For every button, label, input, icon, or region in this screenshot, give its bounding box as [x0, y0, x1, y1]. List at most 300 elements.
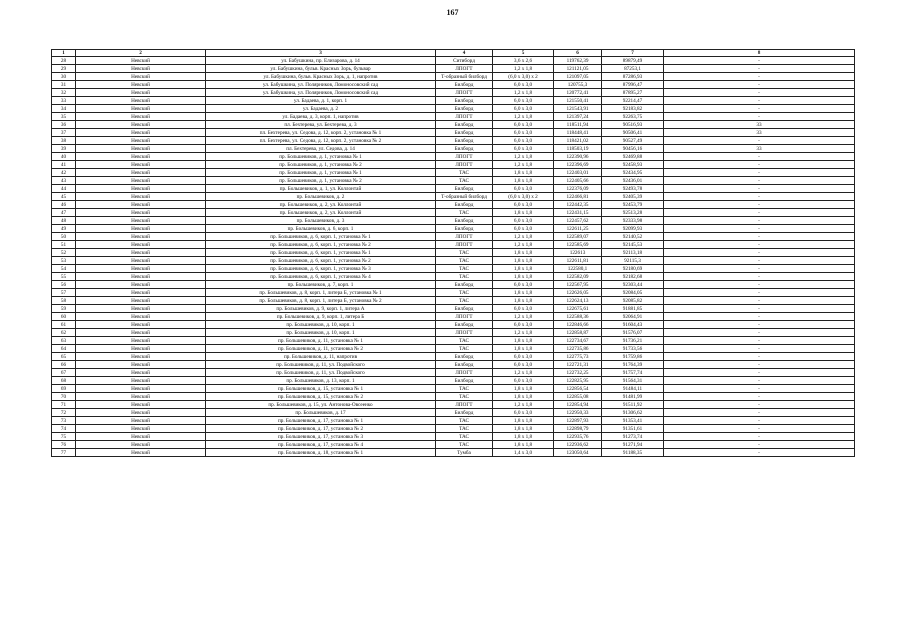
table-cell: 49 — [52, 225, 76, 233]
table-cell: Невский — [76, 113, 206, 121]
table-cell: 90456,16 — [602, 145, 664, 153]
table-cell: 1,8 х 1,8 — [493, 169, 554, 177]
table-cell: 6,0 х 3,0 — [493, 81, 554, 89]
table-cell: пр. Большевиков, д. 15, ул. Антонова-Овсеенко — [206, 401, 436, 409]
table-cell: - — [664, 169, 855, 177]
table-cell: - — [664, 289, 855, 297]
table-row — [52, 273, 855, 281]
table-cell: ТАС — [436, 345, 493, 353]
table-cell: 121543,91 — [554, 105, 602, 113]
table-cell: 92183,82 — [602, 105, 664, 113]
table-cell: 57 — [52, 289, 76, 297]
table-cell: пр. Большевиков, д. 17, установка № 2 — [206, 425, 436, 433]
table-cell: Невский — [76, 81, 206, 89]
table-row — [52, 265, 855, 273]
table-cell: 1,2 х 1,8 — [493, 401, 554, 409]
table-cell: пр. Большевиков, д. 2 — [206, 193, 436, 201]
table-cell: 91273,74 — [602, 433, 664, 441]
table-cell: ТАС — [436, 393, 493, 401]
table-cell: Невский — [76, 377, 206, 385]
table-cell: пл. Бехтерева, ул. Седова, д. 14 — [206, 145, 436, 153]
table-cell: 38 — [52, 137, 76, 145]
table-cell: 122936,62 — [554, 441, 602, 449]
table-cell: пр. Большевиков, д. 10, корп. 1 — [206, 321, 436, 329]
table-cell: - — [664, 273, 855, 281]
table-cell: пр. Большевиков, д. 1, установка № 2 — [206, 177, 436, 185]
table-cell: - — [664, 201, 855, 209]
table-cell: 68 — [52, 377, 76, 385]
table-cell: пр. Большевиков, д. 3 — [206, 217, 436, 225]
table-cell: 47 — [52, 209, 76, 217]
table-row — [52, 145, 855, 153]
table-row — [52, 401, 855, 409]
table-cell: ул. Бадаева, д. 1, корп. 1 — [206, 97, 436, 105]
data-table — [51, 49, 855, 457]
table-cell: Невский — [76, 305, 206, 313]
table-cell: 6,0 х 3,0 — [493, 137, 554, 145]
table-row — [52, 121, 855, 129]
table-cell: 122390,96 — [554, 153, 602, 161]
table-cell: - — [664, 81, 855, 89]
table-cell: ул. Бабушкина, ул. Полярников, Ломоносовский сад — [206, 89, 436, 97]
table-cell: 92458,93 — [602, 161, 664, 169]
table-cell: 1,8 х 1,8 — [493, 177, 554, 185]
table-cell: Т-образный билборд — [436, 193, 493, 201]
table-cell: 65 — [52, 353, 76, 361]
table-cell: Невский — [76, 97, 206, 105]
table-cell: Невский — [76, 209, 206, 217]
table-cell: 122854,94 — [554, 401, 602, 409]
table-cell: - — [664, 177, 855, 185]
table-cell: 122858,87 — [554, 329, 602, 337]
table-cell: 122588,36 — [554, 313, 602, 321]
table-cell: 87895,27 — [602, 89, 664, 97]
table-cell: 90527,49 — [602, 137, 664, 145]
table-cell: ТАС — [436, 417, 493, 425]
table-cell: 91881,85 — [602, 305, 664, 313]
table-cell: 1,8 х 1,8 — [493, 337, 554, 345]
table-cell: 118503,19 — [554, 145, 602, 153]
table-cell: ЛПОГТ — [436, 313, 493, 321]
table-cell: ТАС — [436, 257, 493, 265]
table-cell: Невский — [76, 193, 206, 201]
table-cell: 33 — [52, 97, 76, 105]
table-cell: 51 — [52, 241, 76, 249]
table-cell: 91188,35 — [602, 449, 664, 457]
table-row — [52, 353, 855, 361]
table-cell: 92064,91 — [602, 313, 664, 321]
table-cell: пр. Большевиков, д. 1, установка № 1 — [206, 169, 436, 177]
table-cell: 122611,81 — [554, 257, 602, 265]
table-cell: 92436,01 — [602, 177, 664, 185]
table-cell: пр. Большевиков, д. 6, корп. 1, установка № 1 — [206, 233, 436, 241]
table-cell: 66 — [52, 361, 76, 369]
table-cell: 39 — [52, 145, 76, 153]
table-cell: 122466,81 — [554, 193, 602, 201]
table-cell: Невский — [76, 313, 206, 321]
table-cell: 121397,24 — [554, 113, 602, 121]
table-cell: 118448,41 — [554, 129, 602, 137]
table-cell: Билборд — [436, 225, 493, 233]
table-cell: 75 — [52, 433, 76, 441]
page-number: 167 — [446, 8, 459, 17]
table-cell: 1,2 х 1,8 — [493, 241, 554, 249]
table-row — [52, 409, 855, 417]
table-row — [52, 249, 855, 257]
table-cell: - — [664, 233, 855, 241]
table-cell: пр. Большевиков, д. 1, ул. Коллонтай — [206, 185, 436, 193]
table-cell: Невский — [76, 273, 206, 281]
table-cell: 72 — [52, 409, 76, 417]
table-row — [52, 177, 855, 185]
table-cell: пр. Большевиков, д. 6, корп. 1 — [206, 225, 436, 233]
table-row — [52, 97, 855, 105]
table-cell: - — [664, 361, 855, 369]
table-cell: Невский — [76, 281, 206, 289]
table-cell: Невский — [76, 185, 206, 193]
table-cell: 122855,08 — [554, 393, 602, 401]
table-cell: 122567,95 — [554, 281, 602, 289]
table-cell: 91353,41 — [602, 417, 664, 425]
table-cell: 120772,41 — [554, 89, 602, 97]
table-cell: 1,8 х 1,8 — [493, 433, 554, 441]
table-cell: 120755,3 — [554, 81, 602, 89]
table-cell: 6,0 х 3,0 — [493, 185, 554, 193]
table-cell: 122734,67 — [554, 337, 602, 345]
table-cell: ТАС — [436, 425, 493, 433]
table-cell: 121550,41 — [554, 97, 602, 105]
table-cell: - — [664, 393, 855, 401]
table-cell: 33 — [664, 121, 855, 129]
table-cell: пр. Большевиков, д. 6, корп. 1, установка № 3 — [206, 265, 436, 273]
table-cell: Невский — [76, 121, 206, 129]
table-cell: пр. Большевиков, д. 13, корп. 1 — [206, 377, 436, 385]
table-cell: 56 — [52, 281, 76, 289]
table-cell: 1,2 х 1,8 — [493, 113, 554, 121]
table-cell: 1,2 х 1,8 — [493, 233, 554, 241]
table-row — [52, 201, 855, 209]
table-cell: 1,2 х 1,8 — [493, 153, 554, 161]
table-cell: ЛПОГТ — [436, 241, 493, 249]
table-cell: ЛПОГТ — [436, 65, 493, 73]
table-cell: ЛПОГТ — [436, 161, 493, 169]
table-cell: ул. Бадаева, д. 3, корп. 1, напротив — [206, 113, 436, 121]
table-row — [52, 433, 855, 441]
table-cell: - — [664, 433, 855, 441]
table-cell: 92303,44 — [602, 281, 664, 289]
table-cell: 1,8 х 1,8 — [493, 425, 554, 433]
table-cell: 1,2 х 1,8 — [493, 65, 554, 73]
table-cell: 92434,95 — [602, 169, 664, 177]
table-row — [52, 329, 855, 337]
table-cell: ул. Бабушкина, бульв. Красных Зорь, бульвар — [206, 65, 436, 73]
table-cell: 122431,15 — [554, 209, 602, 217]
table-cell: 41 — [52, 161, 76, 169]
table-cell: пр. Большевиков, д. 11, установка № 1 — [206, 337, 436, 345]
table-cell: пр. Большевиков, д. 10, корп. 1 — [206, 329, 436, 337]
table-cell: 63 — [52, 337, 76, 345]
table-cell: пр. Большевиков, д. 15, установка № 2 — [206, 393, 436, 401]
table-cell: пр. Большевиков, д. 8, корп. 1, литера Б, установка № 2 — [206, 297, 436, 305]
table-cell: Билборд — [436, 361, 493, 369]
table-row — [52, 449, 855, 457]
table-cell: 46 — [52, 201, 76, 209]
table-cell: ЛПОГТ — [436, 329, 493, 337]
table-cell: Невский — [76, 73, 206, 81]
table-cell: пр. Большевиков, д. 6, корп. 1, установка № 4 — [206, 273, 436, 281]
table-cell: - — [664, 257, 855, 265]
table-cell: - — [664, 217, 855, 225]
table-cell: Билборд — [436, 105, 493, 113]
table-cell: Невский — [76, 297, 206, 305]
table-cell: 92263,75 — [602, 113, 664, 121]
table-cell: 70 — [52, 393, 76, 401]
table-cell: 67 — [52, 369, 76, 377]
table-cell: пр. Большевиков, д. 11, установка № 2 — [206, 345, 436, 353]
table-cell: 58 — [52, 297, 76, 305]
table-cell: 122611,25 — [554, 225, 602, 233]
table-cell: 32 — [52, 89, 76, 97]
table-cell: Невский — [76, 161, 206, 169]
table-cell: 92333,98 — [602, 217, 664, 225]
table-cell: 1,8 х 1,8 — [493, 345, 554, 353]
table-cell: 89879,49 — [602, 57, 664, 65]
table-cell: - — [664, 65, 855, 73]
table-row — [52, 297, 855, 305]
table-cell: 29 — [52, 65, 76, 73]
table-cell: 6,0 х 3,0 — [493, 145, 554, 153]
table-cell: 121121,05 — [554, 65, 602, 73]
table-cell: 122935,76 — [554, 433, 602, 441]
table-cell: ЛПОГТ — [436, 89, 493, 97]
table-cell: Билборд — [436, 217, 493, 225]
table-cell: - — [664, 161, 855, 169]
table-cell: - — [664, 89, 855, 97]
table-cell: 122775,73 — [554, 353, 602, 361]
table-cell: Билборд — [436, 353, 493, 361]
table-cell: ТАС — [436, 169, 493, 177]
table-cell: 119762,39 — [554, 57, 602, 65]
table-cell: пр. Большевиков, д. 7, корп. 1 — [206, 281, 436, 289]
table-cell: 92493,78 — [602, 185, 664, 193]
table-cell: 77 — [52, 449, 76, 457]
table-cell: 91351,61 — [602, 425, 664, 433]
table-cell: Невский — [76, 169, 206, 177]
table-cell: 92115,3 — [602, 257, 664, 265]
table-cell: 33 — [664, 145, 855, 153]
table-cell: Невский — [76, 329, 206, 337]
table-cell: 122580,1 — [554, 265, 602, 273]
table-cell: ул. Бабушкина, бульв. Красных Зорь, д. 1, напротив — [206, 73, 436, 81]
table-cell: 44 — [52, 185, 76, 193]
table-cell: - — [664, 321, 855, 329]
table-cell: 91759,86 — [602, 353, 664, 361]
table-row — [52, 337, 855, 345]
table-cell: 122846,66 — [554, 321, 602, 329]
table-cell: 87253,1 — [602, 65, 664, 73]
table-cell: - — [664, 449, 855, 457]
table-row — [52, 369, 855, 377]
table-cell: Невский — [76, 217, 206, 225]
table-row — [52, 313, 855, 321]
table-cell: Невский — [76, 177, 206, 185]
table-cell: 118421,02 — [554, 137, 602, 145]
table-cell: 1,2 х 1,8 — [493, 329, 554, 337]
table-cell: 6,0 х 3,0 — [493, 217, 554, 225]
table-cell: пл. Бехтерева, ул. Седова, д. 12, корп. 2, установка № 1 — [206, 129, 436, 137]
table-cell: Невский — [76, 129, 206, 137]
table-cell: - — [664, 305, 855, 313]
table-row — [52, 81, 855, 89]
table-cell: 122898,79 — [554, 425, 602, 433]
table-cell: - — [664, 329, 855, 337]
table-cell: Тумба — [436, 449, 493, 457]
table-row — [52, 153, 855, 161]
table-cell: 91764,39 — [602, 361, 664, 369]
table-row — [52, 185, 855, 193]
table-cell: 6,0 х 3,0 — [493, 225, 554, 233]
table-cell: Невский — [76, 233, 206, 241]
table-cell: 1,8 х 1,8 — [493, 297, 554, 305]
table-row — [52, 209, 855, 217]
table-cell: 92085,82 — [602, 297, 664, 305]
table-cell: Невский — [76, 137, 206, 145]
table-cell: 122897,93 — [554, 417, 602, 425]
table-cell: Невский — [76, 289, 206, 297]
table-cell: 37 — [52, 129, 76, 137]
column-header: 2 — [76, 50, 206, 57]
table-cell: - — [664, 297, 855, 305]
table-cell: пр. Большевиков, д. 9, корп. 1, литера А — [206, 305, 436, 313]
table-cell: ЛПОГТ — [436, 369, 493, 377]
table-cell: 122457,62 — [554, 217, 602, 225]
table-cell: 3,6 х 2,6 — [493, 57, 554, 65]
table-cell: 1,8 х 1,8 — [493, 441, 554, 449]
table-cell: 1,8 х 1,8 — [493, 393, 554, 401]
table-cell: Невский — [76, 353, 206, 361]
table-row — [52, 105, 855, 113]
table-cell: ТАС — [436, 289, 493, 297]
table-row — [52, 193, 855, 201]
table-cell: 91511,92 — [602, 401, 664, 409]
table-cell: 122624,13 — [554, 297, 602, 305]
table-cell: - — [664, 249, 855, 257]
table-cell: - — [664, 377, 855, 385]
table-cell: 6,0 х 3,0 — [493, 129, 554, 137]
table-cell: (6,0 х 3,0) х 2 — [493, 73, 554, 81]
table-cell: - — [664, 369, 855, 377]
column-header: 1 — [52, 50, 76, 57]
table-cell: Невский — [76, 385, 206, 393]
table-cell: ЛПОГТ — [436, 153, 493, 161]
table-cell: Невский — [76, 105, 206, 113]
table-row — [52, 393, 855, 401]
table-cell: ТАС — [436, 265, 493, 273]
table-cell: Невский — [76, 433, 206, 441]
table-cell: 54 — [52, 265, 76, 273]
table-cell: - — [664, 337, 855, 345]
table-cell: Невский — [76, 409, 206, 417]
table-cell: 122825,95 — [554, 377, 602, 385]
table-cell: Невский — [76, 369, 206, 377]
table-cell: Билборд — [436, 145, 493, 153]
table-cell: Билборд — [436, 185, 493, 193]
table-cell: пр. Большевиков, д. 6, корп. 1, установка № 1 — [206, 249, 436, 257]
table-cell: 91736,21 — [602, 337, 664, 345]
table-cell: пр. Большевиков, д. 11, ул. Подвойского — [206, 369, 436, 377]
table-cell: - — [664, 353, 855, 361]
table-cell: - — [664, 385, 855, 393]
table-cell: 92405,39 — [602, 193, 664, 201]
table-row — [52, 305, 855, 313]
table-cell: 121097,05 — [554, 73, 602, 81]
column-header: 6 — [554, 50, 602, 57]
table-cell: 6,0 х 3,0 — [493, 353, 554, 361]
table-cell: - — [664, 193, 855, 201]
table-cell: Билборд — [436, 121, 493, 129]
table-cell: - — [664, 281, 855, 289]
table-cell: 122582,09 — [554, 273, 602, 281]
table-cell: 55 — [52, 273, 76, 281]
table-cell: 92113,18 — [602, 249, 664, 257]
table-cell: 122856,54 — [554, 385, 602, 393]
table-cell: Невский — [76, 153, 206, 161]
table-cell: 53 — [52, 257, 76, 265]
table-cell: - — [664, 73, 855, 81]
table-cell: Билборд — [436, 321, 493, 329]
table-cell: 122721,31 — [554, 361, 602, 369]
table-row — [52, 233, 855, 241]
table-cell: 92214,47 — [602, 97, 664, 105]
table-cell: Невский — [76, 89, 206, 97]
table-cell: пр. Большевиков, д. 1, установка № 2 — [206, 161, 436, 169]
table-cell: Билборд — [436, 137, 493, 145]
table-row — [52, 225, 855, 233]
table-cell: 122732,25 — [554, 369, 602, 377]
table-cell: Билборд — [436, 305, 493, 313]
table-cell: Билборд — [436, 129, 493, 137]
table-cell: Невский — [76, 401, 206, 409]
table-cell: Невский — [76, 393, 206, 401]
table-cell: Билборд — [436, 97, 493, 105]
table-cell: 122585,69 — [554, 241, 602, 249]
table-cell: пр. Большевиков, д. 1, установка № 1 — [206, 153, 436, 161]
table-cell: - — [664, 313, 855, 321]
table-cell: 118511,94 — [554, 121, 602, 129]
table-cell: 92099,93 — [602, 225, 664, 233]
table-cell: - — [664, 113, 855, 121]
table-cell: 122589,07 — [554, 233, 602, 241]
table-cell: 42 — [52, 169, 76, 177]
table-cell: 1,4 х 3,0 — [493, 449, 554, 457]
table-row — [52, 345, 855, 353]
table-row — [52, 89, 855, 97]
table-cell: - — [664, 105, 855, 113]
table-cell: 6,0 х 3,0 — [493, 121, 554, 129]
table-row — [52, 113, 855, 121]
table-cell: пр. Большевиков, д. 17 — [206, 409, 436, 417]
table-cell: 6,0 х 3,0 — [493, 97, 554, 105]
table-cell: 76 — [52, 441, 76, 449]
table-row — [52, 57, 855, 65]
table-cell: 43 — [52, 177, 76, 185]
table-cell: пр. Большевиков, д. 2, ул. Коллонтай — [206, 201, 436, 209]
table-cell: 91576,07 — [602, 329, 664, 337]
table-cell: 91564,31 — [602, 377, 664, 385]
table-cell: ТАС — [436, 209, 493, 217]
table-cell: 92084,05 — [602, 289, 664, 297]
table-cell: 71 — [52, 401, 76, 409]
